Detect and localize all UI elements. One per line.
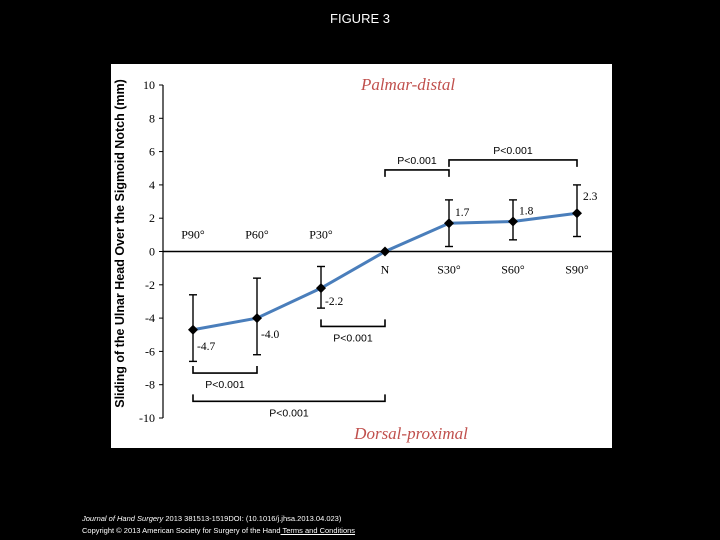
category-label: N (380, 262, 390, 277)
copyright-line (82, 525, 355, 537)
category-label: S30° (437, 262, 461, 277)
data-point (444, 218, 454, 228)
terms-link[interactable]: Terms and Conditions (280, 526, 356, 535)
data-point (188, 325, 198, 335)
journal-name: Journal of Hand Surgery (82, 514, 164, 523)
copyright-text: Copyright © 2013 American Society for Surgery of the Hand (82, 526, 281, 535)
significance-bracket (449, 160, 577, 167)
y-tick-label: 6 (149, 144, 155, 159)
y-tick-label: -8 (145, 377, 155, 392)
y-tick-label: 4 (149, 177, 155, 192)
y-tick-label: 8 (149, 111, 155, 126)
y-tick-label: 10 (143, 78, 155, 92)
significance-bracket (385, 170, 449, 177)
category-label: P60° (245, 227, 269, 242)
value-label: 2.3 (583, 191, 598, 204)
annotation-dorsal-proximal: Dorsal-proximal (354, 424, 468, 443)
value-label: -4.7 (197, 340, 216, 353)
chart-panel (111, 64, 612, 448)
y-tick-label: 2 (149, 211, 155, 226)
significance-label: P<0.001 (493, 144, 533, 157)
data-point (572, 208, 582, 218)
category-label: S60° (501, 262, 525, 277)
y-tick-label: -4 (145, 311, 155, 326)
citation-text: 2013 381513-1519DOI: (10.1016/j.jhsa.2013.04.023) (163, 514, 342, 523)
footer (82, 513, 355, 537)
data-point (508, 217, 518, 227)
category-label: P90° (181, 227, 205, 242)
significance-label: P<0.001 (397, 154, 437, 167)
significance-bracket (321, 319, 385, 326)
y-tick-label: 0 (149, 244, 155, 259)
significance-label: P<0.001 (269, 407, 309, 420)
y-tick-label: -10 (139, 411, 155, 425)
value-label: 1.7 (455, 207, 470, 220)
significance-label: P<0.001 (333, 332, 373, 345)
category-label: P30° (309, 227, 333, 242)
significance-bracket (193, 394, 385, 401)
significance-label: P<0.001 (205, 379, 245, 392)
value-label: -2.2 (325, 296, 344, 309)
figure-title: FIGURE 3 (330, 11, 390, 26)
citation-line (82, 513, 355, 525)
annotation-palmar-distal: Palmar-distal (360, 75, 456, 94)
value-label: 1.8 (519, 205, 534, 218)
y-tick-label: -6 (145, 344, 155, 359)
y-tick-label: -2 (145, 277, 155, 292)
y-axis-label: Sliding of the Ulnar Head Over the Sigmoid Notch (mm) (113, 79, 127, 408)
line-chart (111, 64, 612, 448)
value-label: -4.0 (261, 329, 280, 342)
data-point (252, 313, 262, 323)
category-label: S90° (565, 262, 589, 277)
significance-bracket (193, 366, 257, 373)
